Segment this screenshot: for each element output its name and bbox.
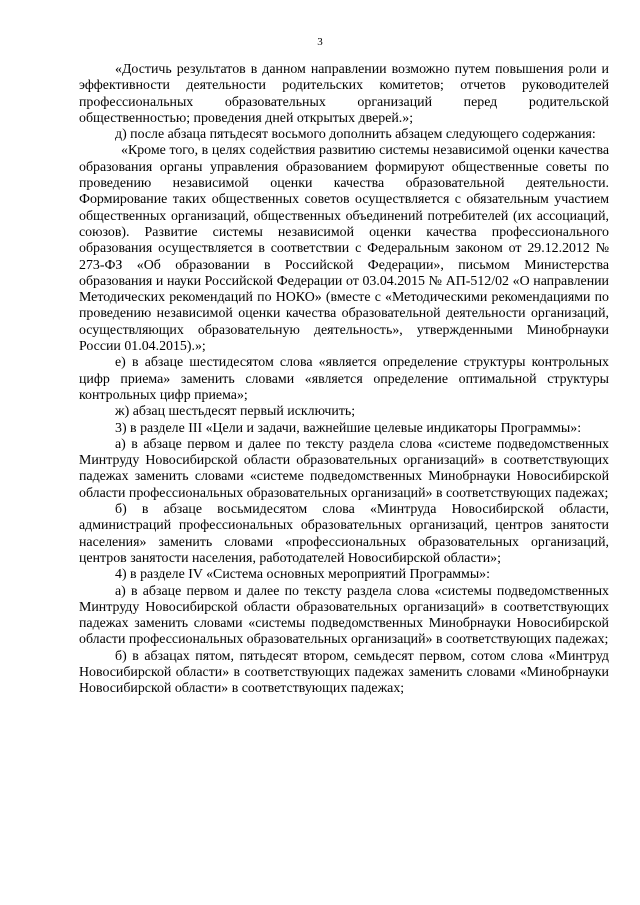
paragraph-10: а) в абзаце первом и далее по тексту раздела слова «системы подведомственных Минтруду Новосибирской области образовательных организаций» в соответствующих падежах заменить словами «системы подведомственных Минобрнауки Новосибирской области профессиональных образовательных организаций» в соответствующих падежах; [79,583,609,648]
paragraph-7: а) в абзаце первом и далее по тексту раздела слова «системе подведомственных Минтруду Новосибирской области образовательных организаций» в соответствующих падежах заменить словами «системе подведомственных Минобрнауки Новосибирской области профессиональных образовательных организаций» в соответствующих падежах; [79,436,609,501]
paragraph-4: е) в абзаце шестидесятом слова «является определение структуры контрольных цифр приема» заменить словами «является определение оптимальной структуры контрольных цифр приема»; [79,355,609,403]
document-body [79,62,609,698]
paragraph-5: ж) абзац шестьдесят первый исключить; [115,404,356,420]
paragraph-1: «Достичь результатов в данном направлении возможно путем повышения роли и эффективности деятельности родительских комитетов; отчетов руководителей профессиональных образовательных организаций перед родительской общественностью; проведения дней открытых дверей.»; [79,62,609,126]
paragraph-6: 3) в разделе III «Цели и задачи, важнейшие целевые индикаторы Программы»: [115,420,582,436]
paragraph-11: б) в абзацах пятом, пятьдесят втором, семьдесят первом, сотом слова «Минтруд Новосибирской области» в соответствующих падежах заменить словами «Минобрнауки Новосибирской области» в соответствующих падежах; [79,648,609,697]
paragraph-9: 4) в разделе IV «Система основных мероприятий Программы»: [115,567,490,583]
paragraph-2: д) после абзаца пятьдесят восьмого дополнить абзацем следующего содержания: [115,127,596,143]
paragraph-3: «Кроме того, в целях содействия развитию системы независимой оценки качества образования органы управления образованием формируют общественные советы по проведению независимой оценки качества образовательной деятельности. Формирование таких общественных советов осуществляется с обязательным участием общественных организаций, общественных объединений потребителей (их ассоциаций, союзов). Развитие системы независимой оценки качества профессионального образования осуществляется в соответствии с Федеральным законом от 29.12.2012 № 273-ФЗ «Об образовании в Российской Федерации», письмом Министерства образования и науки Российской Федерации от 03.04.2015 № АП-512/02 «О направлении Методических рекомендаций по НОКО» (вместе с «Методическими рекомендациями по проведению независимой оценки качества образовательной деятельности организаций, осуществляющих образовательную деятельность», утвержденными Минобрнауки России 01.04.2015).»; [79,143,609,355]
paragraph-8: б) в абзаце восьмидесятом слова «Минтруда Новосибирской области, администраций профессиональных образовательных организаций, центров занятости населения» заменить словами «профессиональных образовательных организаций, центров занятости населения, работодателей Новосибирской области»; [79,502,609,566]
page-number: 3 [317,36,323,48]
